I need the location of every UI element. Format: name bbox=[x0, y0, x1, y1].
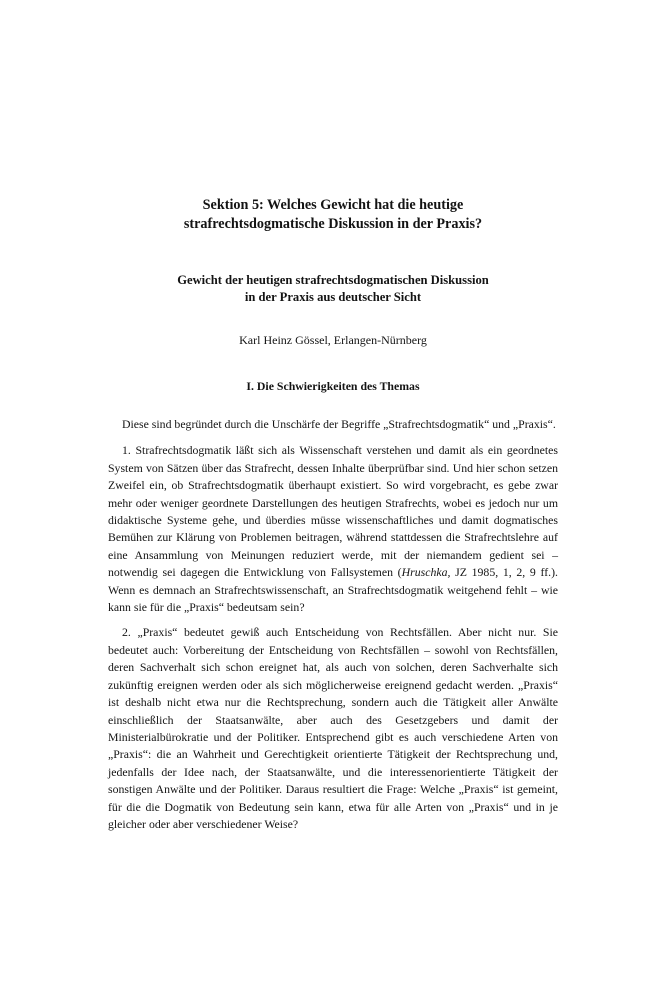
author-line: Karl Heinz Gössel, Erlangen-Nürnberg bbox=[239, 333, 427, 347]
paragraph-1-text-after-citation: JZ 1985, 1, 2, 9 ff.). Wenn es demnach an Strafrechtswissenschaft, an Strafrechtsdogmatik weitgehend fehlt – wie kann sie für die „Praxis“ bedeutsam sein? bbox=[108, 565, 558, 615]
section-title-line-2: strafrechtsdogmatische Diskussion in der Praxis? bbox=[183, 216, 483, 232]
paragraph-1-text-before-citation: 1. Strafrechtsdogmatik läßt sich als Wissenschaft verstehen und damit als ein geordnetes System von Sätzen über das Strafrecht, dessen Inhalte überprüfbar sind. Und hier schon setzen Zweifel ein, ob Strafrechtsdogmatik überhaupt existiert. So wird vorgebracht, es gebe zwar mehr oder weniger geordnete Darstellungen des heutigen Strafrechts, wobei es jedoch nur um didaktische Systeme gehe, und überdies müsse wissenschaftliches und damit dogmatisches Bemühen zur Klärung von Problemen beitragen, während stattdessen die Strafrechtslehre auf eine Ansammlung von Meinungen reduziert werde, mit der niemandem gedient sei – notwendig sei dagegen die Entwicklung von Fallsystemen ( bbox=[108, 443, 558, 580]
chapter-heading: I. Die Schwierigkeiten des Themas bbox=[246, 379, 420, 393]
section-title-line-1: Sektion 5: Welches Gewicht hat die heutige bbox=[202, 197, 464, 213]
citation-author: Hruschka, bbox=[401, 565, 451, 580]
paragraph-1 bbox=[108, 442, 558, 616]
subtitle-line-2: in der Praxis aus deutscher Sicht bbox=[244, 290, 422, 304]
document-page bbox=[108, 196, 558, 833]
intro-paragraph: Diese sind begründet durch die Unschärfe der Begriffe „Strafrechtsdogmatik“ und „Praxis“. bbox=[122, 417, 556, 431]
section-title bbox=[108, 196, 558, 234]
paragraph-2: 2. „Praxis“ bedeutet gewiß auch Entscheidung von Rechtsfällen. Aber nicht nur. Sie bedeutet auch: Vorbereitung der Entscheidung von Rechtsfällen – sowohl von Rechtsfällen, deren Sachverhalt sich schon ereignet hat, als auch von solchen, deren Sachverhalte sich zukünftig ereignen werden oder als sich möglicherweise ereignend gedacht werden. „Praxis“ ist deshalb nicht etwa nur die Rechtsprechung, sondern auch die Tätigkeit aller Anwälte einschließlich der Staatsanwälte, aber auch des Gesetzgebers und damit der Ministerialbürokratie und der Politiker. Entsprechend gibt es auch verschiedene Arten von „Praxis“: die an Wahrheit und Gerechtigkeit orientierte Tätigkeit der Rechtsprechung und, jedenfalls der Idee nach, der Staatsanwälte, und die interessenorientierte Tätigkeit der sonstigen Anwälte und der Politiker. Daraus resultiert die Frage: Welche „Praxis“ ist gemeint, für die die Dogmatik von Bedeutung sein kann, etwa für alle Arten von „Praxis“ und in je gleicher oder aber verschiedener Weise? bbox=[108, 625, 558, 831]
article-subtitle bbox=[108, 272, 558, 306]
subtitle-line-1: Gewicht der heutigen strafrechtsdogmatischen Diskussion bbox=[177, 273, 489, 287]
